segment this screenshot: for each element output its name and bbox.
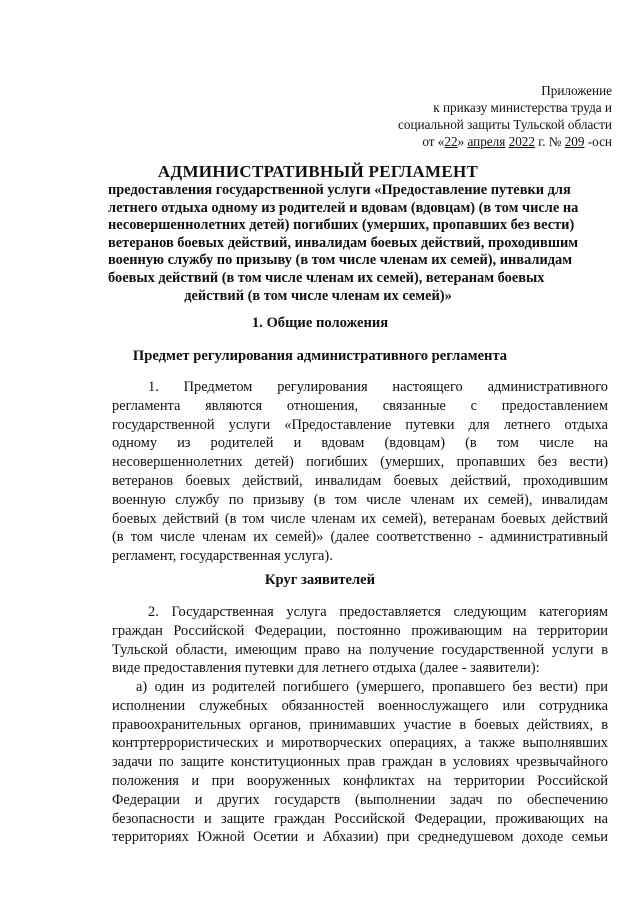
appendix-order-line [398,133,612,150]
paragraph-line: а) один из родителей погибшего (умершего, пропавшего без вести) при [136,679,608,695]
paragraph-2a [112,678,608,847]
subtitle-line: несовершеннолетних детей) погибших (умерших, пропавших без вести) [108,217,575,234]
paragraph-line: несовершеннолетних детей) погибших (умерших, пропавших без вести) [112,454,608,471]
order-sep-1: » [457,134,468,149]
subtitle-line: летнего отдыха одному из родителей и вдовам (вдовцам) (в том числе на [108,199,579,216]
paragraph-line: Федерации и других государств (выполнении задач по обеспечению [112,791,608,808]
paragraph-line: задачи по защите конституционных прав граждан в условиях чрезвычайного [112,754,608,771]
paragraph-line: 1. Предметом регулирования настоящего административного [148,379,608,395]
paragraph-line: ветеранов боевых действий, инвалидам боевых действий, проходившим [112,472,608,489]
paragraph-line: одному из родителей и вдовам (вдовцам) (в том числе на [112,435,608,452]
paragraph-line: безопасности и защите граждан Российской Федерации, проживающих на [112,810,608,827]
appendix-line-3: социальной защиты Тульской области [398,117,612,132]
subtitle-line: предоставления государственной услуги «Предоставление путевки для [108,182,571,198]
subtitle-line: ветеранов боевых действий, инвалидам боевых действий, проходившим [108,234,579,251]
subtitle-line: боевых действий (в том числе членам их семей), ветеранам боевых [108,269,545,286]
paragraph-line: боевых действий (в том числе членам их семей), ветеранам боевых действий [112,510,608,527]
order-sep-2: г. № [534,134,565,149]
order-month: апреля [467,134,506,149]
paragraph-line: исполнении служебных обязанностей военнослужащего или сотрудника [112,697,608,714]
subtitle-line: военную службу по призыву (в том числе членам их семей), инвалидам [108,252,573,269]
paragraph-line: правоохранительных органов, принимавших участие в боевых действиях, в [112,716,608,733]
subsection-heading-applicants: Круг заявителей [264,572,376,588]
paragraph-line: территориях Южной Осетии и Абхазии) при среднедушевом доходе семьи [112,829,608,846]
document-subtitle [108,182,579,305]
paragraph-line: Тульской области, имеющим право на получение государственной услуги в [112,641,608,658]
order-prefix: от « [422,134,445,149]
order-year: 2022 [508,134,535,149]
order-day: 22 [444,134,458,149]
paragraph-line: контртеррористических и миротворческих операциях, а также выполнявших [112,735,608,752]
paragraph-line: регламента являются отношения, связанные с предоставлением [112,397,608,414]
paragraph-line: государственной услуги «Предоставление путевки для летнего отдыха [112,416,608,433]
order-number: 209 [564,134,585,149]
section-heading-general: 1. Общие положения [251,315,389,331]
paragraph-line: военную службу по призыву (в том числе членам их семей), инвалидам [112,491,608,508]
appendix-line-1: Приложение [541,83,612,98]
paragraph-line: граждан Российской Федерации, постоянно проживающим на территории [112,622,608,639]
appendix-block [398,82,612,150]
subtitle-line: действий (в том числе членам их семей)» [184,287,452,304]
paragraph-2 [112,603,608,678]
subsection-heading-subject: Предмет регулирования административного регламента [132,348,508,364]
paragraph-line: регламент, государственная услуга). [112,548,333,565]
document-title: АДМИНИСТРАТИВНЫЙ РЕГЛАМЕНТ [157,162,479,181]
paragraph-1 [112,378,608,566]
order-suffix: -осн [584,134,612,149]
paragraph-line: виде предоставления путевки для летнего отдыха (далее - заявители): [112,660,540,677]
paragraph-line: 2. Государственная услуга предоставляется следующим категориям [148,604,608,620]
appendix-line-2: к приказу министерства труда и [433,100,612,115]
paragraph-line: положения и при вооруженных конфликтах на территории Российской [112,772,608,789]
paragraph-line: (в том числе членам их семей)» (далее соответственно - административный [112,529,608,546]
